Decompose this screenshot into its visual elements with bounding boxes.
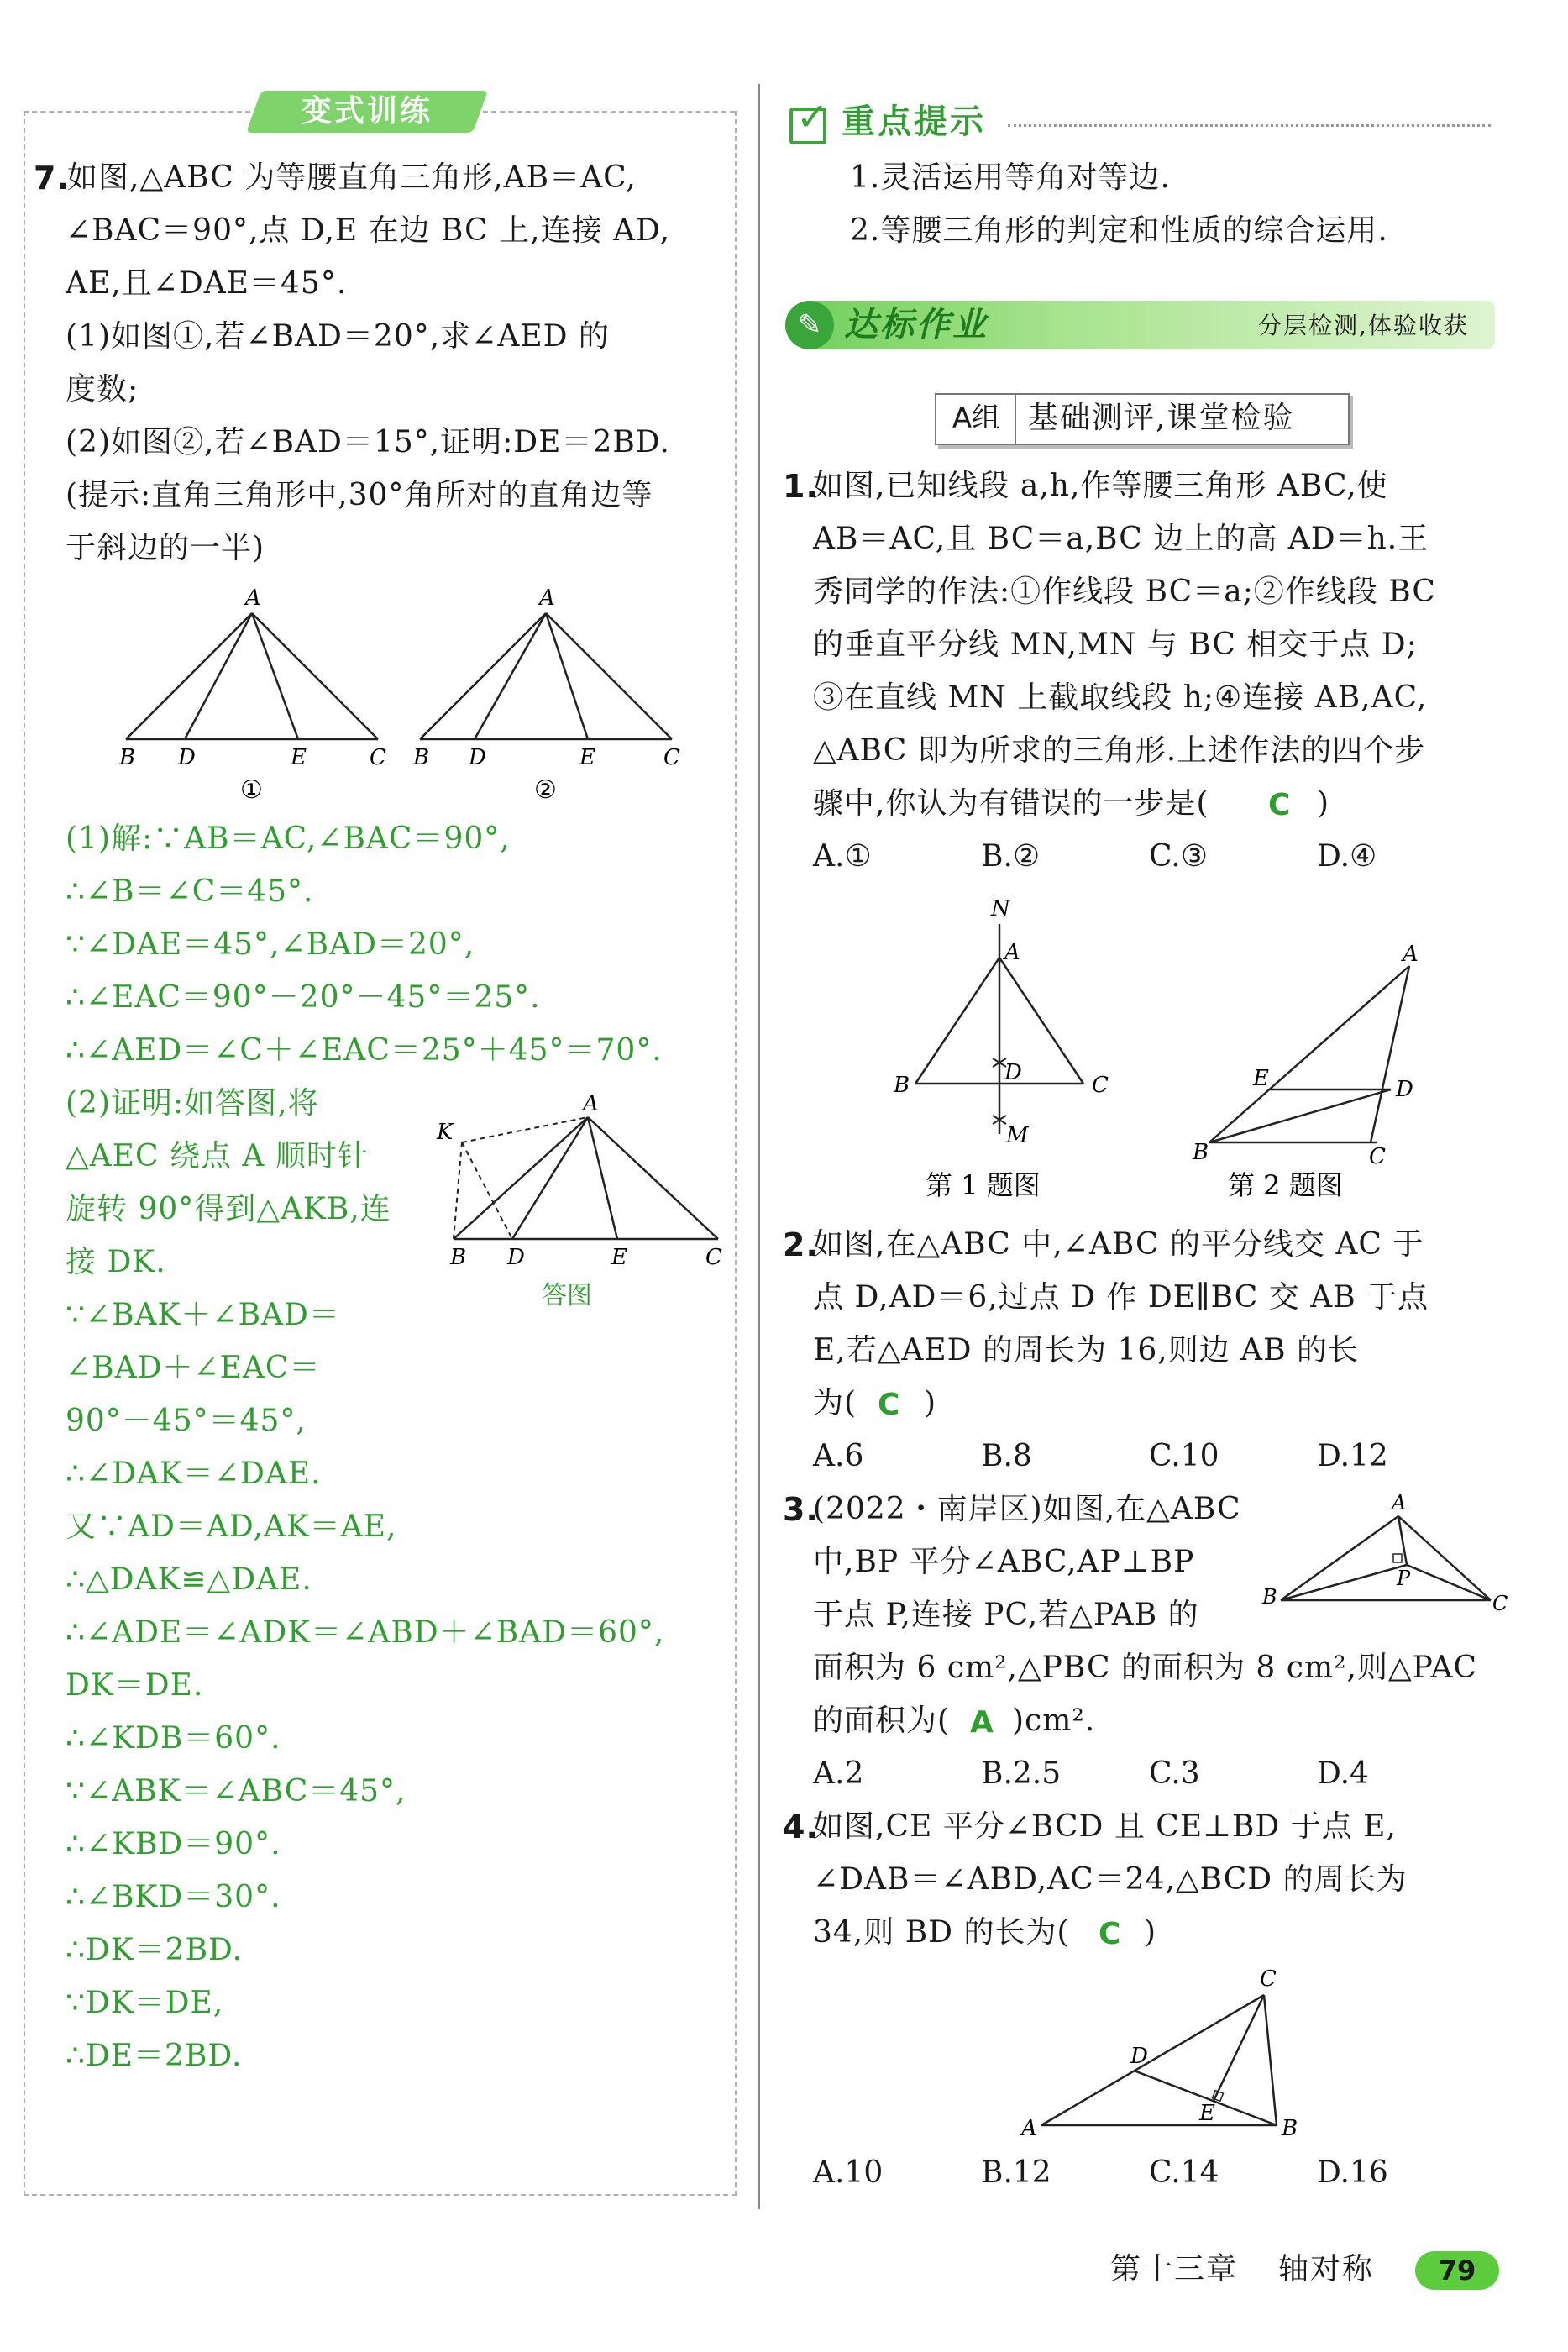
q3-line: 面积为 6 cm²,△PBC 的面积为 8 cm²,则△PAC [813, 1651, 1478, 1685]
q4-number: 4. [783, 1809, 819, 1845]
q7-line: AE,且∠DAE＝45°. [66, 266, 348, 301]
q1-line: 如图,已知线段 a,h,作等腰三角形 ABC,使 [813, 469, 1388, 503]
q2-number: 2. [783, 1226, 819, 1263]
q1-answer: C [1268, 788, 1292, 822]
q1-option: B.② [981, 839, 1041, 874]
q1-line: ) [1317, 786, 1330, 821]
q1-fig-label-m: M [1006, 1123, 1029, 1148]
q7-line: (1)如图①,若∠BAD＝20°,求∠AED 的 [66, 319, 610, 354]
fig2-caption: ② [534, 775, 557, 805]
fig1-label-c: C [370, 745, 386, 770]
q3-fig-label-p: P [1397, 1567, 1411, 1590]
solution-line: ∵DK＝DE, [66, 1986, 224, 2020]
key-points-title: 重点提示 [842, 102, 986, 141]
left-panel-top-line-right [483, 111, 735, 113]
q2-option: A.6 [813, 1439, 864, 1473]
q1-fig-label-a: A [1004, 940, 1020, 965]
q4-line: ) [1144, 1915, 1157, 1950]
q3-number: 3. [783, 1491, 819, 1528]
fig2-label-e: E [579, 745, 595, 770]
solution-line: ∵∠ABK＝∠ABC＝45°, [66, 1774, 406, 1809]
solution-line: ∴△DAK≌△DAE. [66, 1562, 312, 1597]
q2-fig-label-b: B [1193, 1140, 1209, 1165]
group-tag: A组 [952, 402, 1001, 435]
fig2-label-d: D [469, 745, 486, 770]
q4-figure [1008, 1957, 1327, 2159]
q3-line: 于点 P,连接 PC,若△PAB 的 [813, 1598, 1199, 1632]
fig2-label-c: C [663, 745, 680, 770]
solution-line: ∵∠BAK＋∠BAD＝ [66, 1298, 340, 1332]
solution-line: (2)证明:如答图,将 [66, 1086, 319, 1121]
q1-option: D.④ [1317, 839, 1377, 874]
homework-title: 达标作业 [844, 306, 989, 344]
q1-line: 骤中,你认为有错误的一步是( [813, 786, 1209, 821]
solution-line: (1)解:∵AB＝AC,∠BAC＝90°, [66, 822, 511, 856]
q1-number: 1. [783, 468, 819, 505]
practice-banner-title: 变式训练 [301, 94, 433, 129]
group-tag-divider [1015, 395, 1016, 444]
q3-fig-label-c: C [1492, 1592, 1508, 1615]
q3-option: B.2.5 [981, 1756, 1062, 1791]
column-divider [758, 84, 760, 2209]
q3-line: 中,BP 平分∠ABC,AP⊥BP [813, 1545, 1195, 1579]
q4-line: 34,则 BD 的长为( [813, 1915, 1070, 1950]
pencil-icon: ✎ [785, 301, 834, 349]
q1-line: AB＝AC,且 BC＝a,BC 边上的高 AD＝h.王 [813, 522, 1429, 556]
q4-fig-label-b: B [1282, 2116, 1298, 2141]
q2-fig-label-e: E [1253, 1066, 1269, 1091]
q2-option: D.12 [1317, 1439, 1388, 1473]
q3-option: D.4 [1317, 1756, 1369, 1791]
fig1-label-b: B [119, 745, 136, 770]
q4-fig-label-e: E [1199, 2101, 1215, 2126]
q3-option: C.3 [1149, 1756, 1200, 1791]
solution-line: ∴∠B＝∠C＝45°. [66, 874, 314, 909]
q7-line: 如图,△ABC 为等腰直角三角形,AB＝AC, [67, 160, 637, 195]
key-point-item: 1.灵活运用等角对等边. [850, 160, 1171, 195]
solution-line: ∴∠ADE＝∠ADK＝∠ABD＋∠BAD＝60°, [66, 1615, 665, 1650]
q4-option: D.16 [1317, 2155, 1388, 2190]
q3-fig-label-b: B [1262, 1585, 1277, 1609]
q1-line: ③在直线 MN 上截取线段 h;④连接 AB,AC, [813, 680, 1428, 715]
solution-line: ∴∠KBD＝90°. [66, 1827, 281, 1861]
solution-line: 90°－45°＝45°, [66, 1404, 307, 1438]
left-panel-top-line-left [24, 111, 250, 113]
fig1-label-e: E [291, 745, 307, 770]
q2-fig-caption: 第 2 题图 [1228, 1169, 1343, 1201]
fig1-caption: ① [240, 775, 263, 805]
q4-option: A.10 [813, 2155, 884, 2190]
q2-figure [1176, 941, 1445, 1201]
fig2-label-b: B [413, 745, 430, 770]
q4-line: 如图,CE 平分∠BCD 且 CE⊥BD 于点 E, [813, 1809, 1397, 1844]
q3-figure [1256, 1491, 1508, 1625]
q4-fig-label-c: C [1260, 1966, 1277, 1992]
q2-line: E,若△AED 的周长为 16,则边 AB 的长 [813, 1333, 1360, 1368]
q2-answer: C [878, 1388, 901, 1422]
group-title: 基础测评,课堂检验 [1028, 401, 1295, 435]
homework-subtitle: 分层检测,体验收获 [1258, 312, 1469, 339]
solution-line: ∴∠BKD＝30°. [66, 1880, 281, 1914]
q7-line: ∠BAC＝90°,点 D,E 在边 BC 上,连接 AD, [66, 213, 671, 248]
solution-line: ∵∠DAE＝45°,∠BAD＝20°, [66, 927, 475, 962]
ans-fig-label-b: B [450, 1245, 467, 1270]
q2-option: B.8 [981, 1439, 1032, 1473]
q3-option: A.2 [813, 1756, 864, 1791]
q7-line: 度数; [66, 372, 139, 407]
q7-number: 7. [34, 160, 70, 197]
q4-option: C.14 [1149, 2155, 1219, 2190]
q2-fig-label-a: A [1403, 942, 1419, 967]
q1-fig-label-b: B [894, 1073, 910, 1098]
ans-fig-caption: 答图 [542, 1281, 592, 1310]
q4-fig-label-d: D [1130, 2044, 1148, 2069]
key-point-item: 2.等腰三角形的判定和性质的综合运用. [850, 213, 1388, 248]
q3-line: )cm². [1012, 1704, 1096, 1738]
q4-line: ∠DAB＝∠ABD,AC＝24,△BCD 的周长为 [813, 1862, 1408, 1897]
q4-option: B.12 [981, 2155, 1051, 2190]
solution-line: ∴∠EAC＝90°－20°－45°＝25°. [66, 980, 541, 1015]
q3-line: (2022・南岸区)如图,在△ABC [813, 1492, 1241, 1526]
q1-line: △ABC 即为所求的三角形.上述作法的四个步 [813, 733, 1426, 768]
fig1-label-d: D [178, 745, 196, 770]
solution-line: △AEC 绕点 A 顺时针 [66, 1139, 369, 1173]
ans-fig-label-a: A [583, 1091, 599, 1116]
solution-line: 旋转 90°得到△AKB,连 [66, 1192, 391, 1226]
footer-chapter: 第十三章 [1110, 2252, 1239, 2286]
ans-fig-label-d: D [507, 1245, 525, 1270]
solution-line: ∠BAD＋∠EAC＝ [66, 1351, 321, 1385]
q4-fig-label-a: A [1021, 2116, 1037, 2141]
fig1-label-a: A [245, 585, 261, 611]
answer-figure [428, 1084, 731, 1319]
key-points-divider [1008, 124, 1491, 127]
q1-line: 秀同学的作法:①作线段 BC＝a;②作线段 BC [813, 575, 1436, 609]
q1-figure [882, 890, 1151, 1201]
q1-fig-label-d: D [1004, 1060, 1022, 1085]
q7-figures [101, 580, 705, 815]
q3-fig-label-a: A [1392, 1491, 1407, 1515]
q1-fig-label-n: N [991, 896, 1010, 921]
q2-fig-label-d: D [1396, 1077, 1413, 1102]
footer-title: 轴对称 [1278, 2252, 1375, 2286]
q2-line: 点 D,AD＝6,过点 D 作 DE∥BC 交 AB 于点 [813, 1280, 1429, 1315]
solution-line: 接 DK. [66, 1245, 166, 1279]
solution-line: ∴∠DAK＝∠DAE. [66, 1457, 322, 1491]
q2-fig-label-c: C [1369, 1144, 1386, 1169]
solution-line: ∴∠KDB＝60°. [66, 1721, 281, 1756]
q2-line: 如图,在△ABC 中,∠ABC 的平分线交 AC 于 [813, 1227, 1424, 1262]
page-number: 79 [1438, 2255, 1476, 2286]
solution-line: ∴∠AED＝∠C＋∠EAC＝25°＋45°＝70°. [66, 1033, 663, 1068]
q1-option: A.① [813, 839, 872, 874]
solution-line: DK＝DE. [66, 1668, 204, 1703]
q1-line: 的垂直平分线 MN,MN 与 BC 相交于点 D; [813, 627, 1418, 662]
q3-line: 的面积为( [813, 1704, 951, 1738]
solution-line: ∴DE＝2BD. [66, 2039, 243, 2073]
check-icon: ✓ [796, 94, 829, 139]
q7-line: (2)如图②,若∠BAD＝15°,证明:DE＝2BD. [66, 425, 670, 459]
q2-line: ) [924, 1386, 937, 1420]
fig2-label-a: A [539, 585, 555, 611]
ans-fig-label-c: C [705, 1245, 722, 1270]
solution-line: ∴DK＝2BD. [66, 1933, 244, 1967]
q4-answer: C [1099, 1917, 1122, 1951]
q7-line: (提示:直角三角形中,30°角所对的直角边等 [66, 478, 653, 512]
q1-fig-caption: 第 1 题图 [926, 1169, 1041, 1201]
q7-line: 于斜边的一半) [66, 531, 265, 565]
q1-option: C.③ [1149, 839, 1208, 874]
solution-line: 又∵AD＝AD,AK＝AE, [66, 1509, 397, 1544]
q2-line: 为( [813, 1386, 857, 1420]
ans-fig-label-k: K [437, 1120, 454, 1145]
q2-option: C.10 [1149, 1439, 1219, 1473]
ans-fig-label-e: E [611, 1245, 627, 1270]
q1-fig-label-c: C [1092, 1073, 1109, 1098]
q3-answer: A [970, 1705, 994, 1740]
